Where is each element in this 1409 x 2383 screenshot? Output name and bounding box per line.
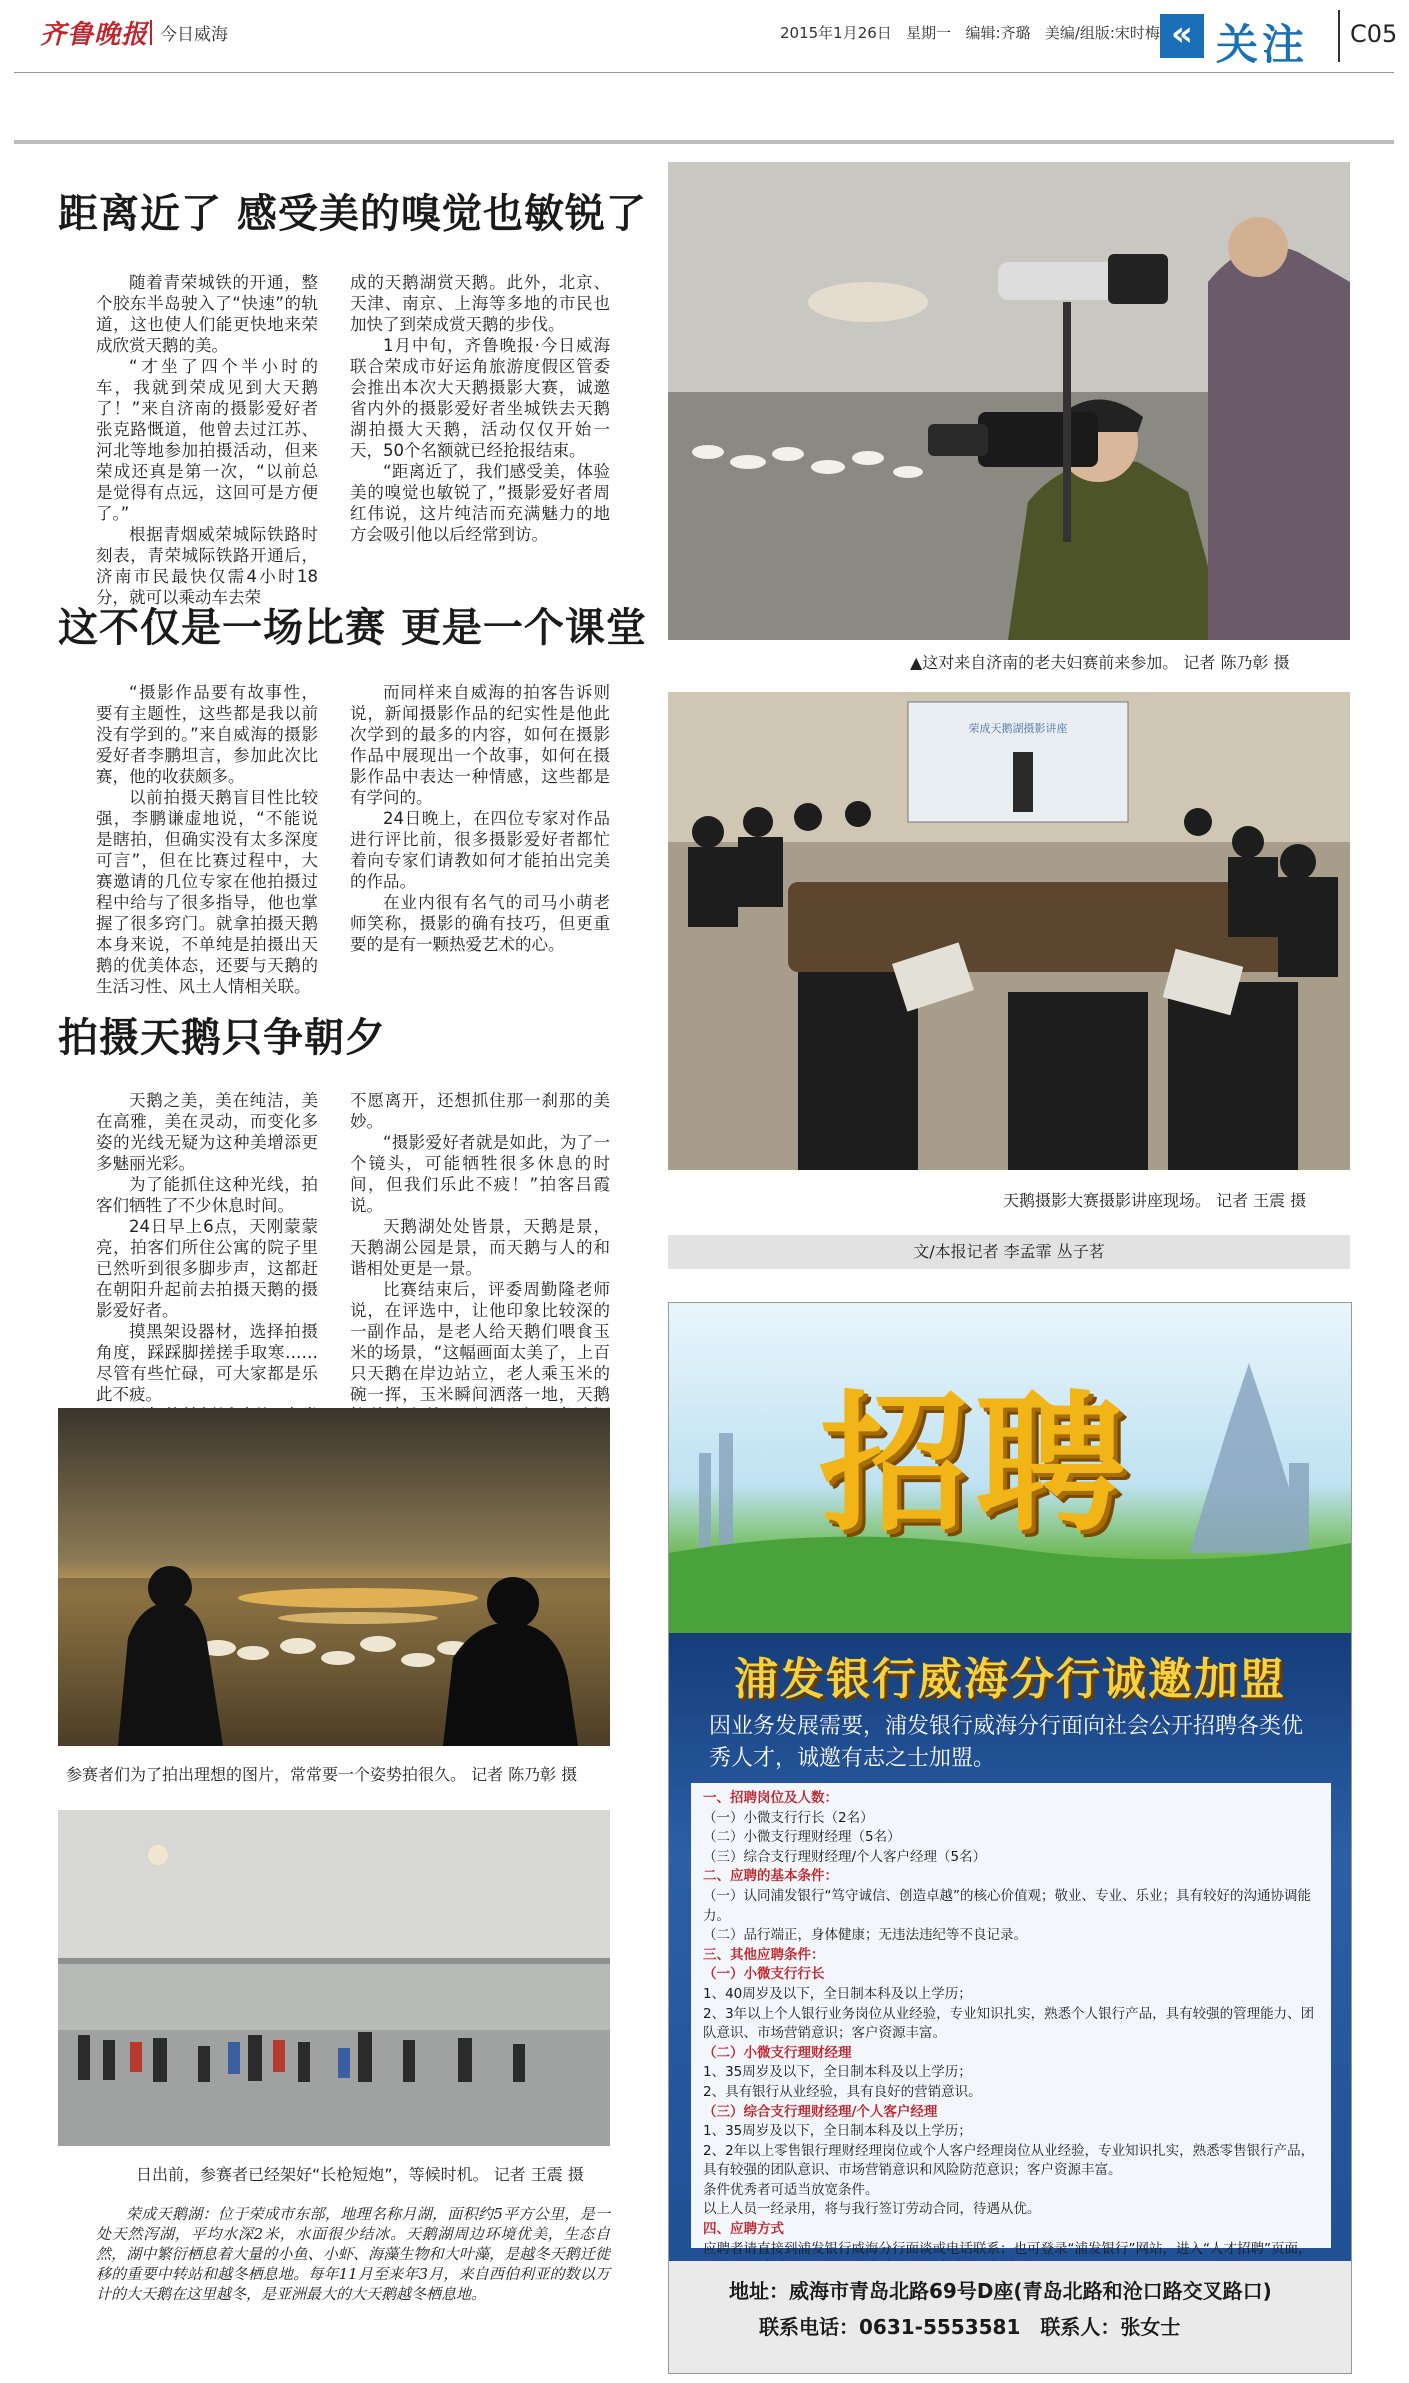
- ad-item: 1、35周岁及以下，全日制本科及以上学历；: [703, 2123, 972, 2140]
- chevron-left-icon: «: [1160, 14, 1204, 58]
- header-rule: [14, 72, 1394, 73]
- ad-item: 条件优秀者可适当放宽条件。: [703, 2181, 879, 2198]
- ad-item: （一）小微支行行长（2名）: [703, 1809, 874, 1826]
- masthead-logo: 齐鲁晚报: [40, 20, 149, 50]
- paragraph: “摄影作品要有故事性，要有主题性，这些都是我以前没有学到的。”来自威海的摄影爱好者李鹏坦言，参加此次比赛，他的收获颇多。: [96, 683, 318, 786]
- ad-item: （一）认同浦发银行“笃守诚信、创造卓越”的核心价值观；敬业、专业、乐业；具有较好的沟通协调能力。: [703, 1887, 1311, 1924]
- paragraph: 成的天鹅湖赏天鹅。此外，北京、天津、南京、上海等多地的市民也加快了到荣成赏天鹅的步伐。: [350, 273, 610, 334]
- byline: 文/本报记者 李孟霏 丛子茗: [668, 1235, 1350, 1269]
- paragraph: 荣成天鹅湖：位于荣成市东部，地理名称月湖，面积约5平方公里，是一处天然泻湖，平均水深2米，水面很少结冰。天鹅湖周边环境优美，生态自然，湖中繁衍栖息着大量的小鱼、小虾、海藻生物和大叶藻，是越冬天鹅迁徙移的重要中转站和越冬栖息地。每年11月至来年3月，来自西伯利亚的数以万计的大天鹅在这里越冬，是亚洲最大的大天鹅越冬栖息地。: [96, 2205, 610, 2303]
- ad-item: 1、40周岁及以下，全日制本科及以上学历；: [703, 1985, 972, 2002]
- ad-subheading: （一）小微支行行长: [703, 1966, 825, 1983]
- ad-subheading: （三）综合支行理财经理/个人客户经理: [703, 2103, 938, 2120]
- paragraph: 1月中旬，齐鲁晚报·今日威海联合荣成市好运角旅游度假区管委会推出本次大天鹅摄影大赛，诚邀省内外的摄影爱好者坐城铁去天鹅湖拍摄大天鹅，活动仅仅开始一天，50个名额就已经抢报结束。: [350, 336, 610, 460]
- photo-couple: [668, 162, 1350, 640]
- ad-intro: 因业务发展需要，浦发银行威海分行面向社会公开招聘各类优秀人才，诚邀有志之士加盟。: [709, 1714, 1304, 1771]
- editor: 编辑:齐璐: [965, 24, 1031, 42]
- ad-section-heading: 四、应聘方式: [703, 2221, 784, 2238]
- ad-item: （二）品行端正，身体健康；无违法违纪等不良记录。: [703, 1927, 1027, 1944]
- paragraph: 而同样来自威海的拍客告诉则说，新闻摄影作品的纪实性是他此次学到的最多的内容，如何在摄影作品中展现出一个故事，如何在摄影作品中表达一种情感，这些都是有学问的。: [350, 683, 610, 807]
- photo-swans-sunset: [58, 1408, 610, 1746]
- header-info: [780, 22, 1160, 43]
- ad-item: 2、具有银行从业经验，具有良好的营销意识。: [703, 2083, 982, 2100]
- section-name: 关注: [1216, 20, 1309, 69]
- paragraph: 为了能抓住这种光线，拍客们牺牲了不少休息时间。: [96, 1175, 318, 1215]
- paragraph: 不愿离开，还想抓住那一刹那的美妙。: [350, 1091, 610, 1131]
- ad-phone: 联系电话：0631-5553581 联系人：张女士: [759, 2315, 1181, 2339]
- issue-date: 2015年1月26日: [780, 24, 892, 42]
- ad-subheading: （二）小微支行理财经理: [703, 2044, 852, 2061]
- paragraph: “才坐了四个半小时的车，我就到荣成见到大天鹅了！”来自济南的摄影爱好者张克路慨道，他曾去过江苏、河北等地参加拍摄活动，但来荣成还真是第一次，“以前总是觉得有点远，这回可是方便了。”: [96, 357, 318, 523]
- article1-col1: [96, 272, 318, 608]
- recruitment-ad: [668, 1302, 1352, 2374]
- article2-headline: 这不仅是一场比赛 更是一个课堂: [58, 605, 647, 651]
- ad-body: [691, 1783, 1331, 2257]
- photo-lake-sunrise: [58, 1810, 610, 2146]
- designer: 美编/组版:宋时梅: [1044, 24, 1160, 42]
- ad-title: 招聘: [819, 1376, 1132, 1552]
- caption-lecture: 天鹅摄影大赛摄影讲座现场。 记者 王震 摄: [1003, 1191, 1307, 1210]
- paragraph: 24日晚上，在四位专家对作品进行评比前，很多摄影爱好者都忙着向专家们请教如何才能拍出完美的作品。: [350, 809, 610, 891]
- paragraph: 天鹅湖处处皆景，天鹅是景，天鹅湖公园是景，而天鹅与人的和谐相处更是一景。: [350, 1217, 610, 1278]
- section-label: [1160, 6, 1320, 69]
- ad-item: 2、2年以上零售银行理财经理岗位或个人客户经理岗位从业经验，专业知识扎实，熟悉零售银行产品，具有较强的团队意识、市场营销意识和风险防范意识；客户资源丰富。: [703, 2142, 1315, 2179]
- lake-intro: [96, 2204, 610, 2304]
- caption-swans-sunset: 参赛者们为了拍出理想的图片，常常要一个姿势拍很久。 记者 陈乃彰 摄: [66, 1765, 578, 1784]
- article1-headline: 距离近了 感受美的嗅觉也敏锐了: [58, 191, 647, 237]
- article2-col2: [350, 682, 610, 955]
- paragraph: 24日早上6点，天刚蒙蒙亮，拍客们所住公寓的院子里已然听到很多脚步声，这都赶在朝阳升起前去拍摄天鹅的摄影爱好者。: [96, 1217, 318, 1320]
- header-divider: [1338, 10, 1340, 62]
- issue-weekday: 星期一: [906, 24, 952, 42]
- ad-item: 2、3年以上个人银行业务岗位从业经验，专业知识扎实，熟悉个人银行产品，具有较强的管理能力、团队意识、市场营销意识；客户资源丰富。: [703, 2005, 1315, 2042]
- photo-lecture: [668, 692, 1350, 1170]
- ad-item: （二）小微支行理财经理（5名）: [703, 1829, 901, 1846]
- ad-section-heading: 一、招聘岗位及人数：: [703, 1790, 838, 1806]
- page-code: C05: [1350, 20, 1398, 48]
- paragraph: 在业内很有名气的司马小萌老师笑称，摄影的确有技巧，但更重要的是有一颗热爱艺术的心。: [350, 893, 610, 954]
- top-rule: [14, 140, 1394, 144]
- paragraph: 以前拍摄天鹅盲目性比较强，李鹏谦虚地说，“不能说是瞎拍，但确实没有太多深度可言”，但在比赛过程中，大赛邀请的几位专家在他拍摄过程中给与了很多指导，他也掌握了很多窍门。就拿拍摄天鹅本身来说，不单纯是拍摄出天鹅的优美体态，还要与天鹅的生活习性、风土人情相关联。: [96, 788, 318, 996]
- caption-couple: ▲这对来自济南的老夫妇赛前来参加。 记者 陈乃彰 摄: [910, 653, 1290, 672]
- paragraph: 天鹅之美，美在纯洁，美在高雅，美在灵动，而变化多姿的光线无疑为这种美增添更多魅丽光彩。: [96, 1091, 318, 1173]
- paragraph: 根据青烟威荣城际铁路时刻表，青荣城际铁路开通后，济南市民最快仅需4小时18分，就可以乘动车去荣: [96, 525, 318, 607]
- ad-bank-line: 浦发银行威海分行诚邀加盟: [734, 1654, 1286, 1705]
- ad-item: 1、35周岁及以下，全日制本科及以上学历；: [703, 2064, 972, 2081]
- ad-section-heading: 三、其他应聘条件：: [703, 1946, 825, 1963]
- article1-col2: [350, 272, 610, 545]
- article3-col2: [350, 1090, 610, 1447]
- ad-item: （三）综合支行理财经理/个人客户经理（5名）: [703, 1848, 987, 1865]
- ad-address: 地址：威海市青岛北路69号D座(青岛北路和沧口路交叉路口): [729, 2279, 1272, 2303]
- ad-section-heading: 二、应聘的基本条件：: [703, 1868, 838, 1885]
- paragraph: “距离近了，我们感受美，体验美的嗅觉也敏锐了，”摄影爱好者周红伟说，这片纯洁而充满魅力的地方会吸引他以后经常到访。: [350, 462, 610, 544]
- edition-name: 今日威海: [150, 20, 228, 45]
- article3-headline: 拍摄天鹅只争朝夕: [58, 1015, 386, 1061]
- paragraph: 摸黑架设器材，选择拍摄角度，踩踩脚搓搓手取寒……尽管有些忙碌，可大家都是乐此不疲。: [96, 1322, 318, 1404]
- ad-apply-desc: 应聘者请直接到浦发银行威海分行面谈或电话联系；也可登录“浦发银行”网站，进入“人才招聘”页面，: [703, 2240, 1312, 2257]
- ad-item: 以上人员一经录用，将与我行签订劳动合同，待遇从优。: [703, 2201, 1041, 2218]
- paragraph: “摄影爱好者就是如此，为了一个镜头，可能牺牲很多休息的时间，但我们乐此不疲！”拍客吕霞说。: [350, 1133, 610, 1215]
- caption-lake-sunrise: 日出前，参赛者已经架好“长枪短炮”，等候时机。 记者 王震 摄: [136, 2165, 584, 2184]
- paragraph: 随着青荣城铁的开通，整个胶东半岛驶入了“快速”的轨道，这也使人们能更快地来荣成欣赏天鹅的美。: [96, 273, 318, 355]
- paragraph: 比赛结束后，评委周勤隆老师说，在评选中，让他印象比较深的一副作品，是老人给天鹅们喂食玉米的场景，“这幅画面太美了，上百只天鹅在岸边站立，老人乘玉米的碗一挥，玉米瞬间洒落一地，天鹅: [350, 1280, 610, 1404]
- lecture-screen-text: 荣成天鹅湖摄影讲座: [968, 722, 1068, 735]
- article2-col1: [96, 682, 318, 997]
